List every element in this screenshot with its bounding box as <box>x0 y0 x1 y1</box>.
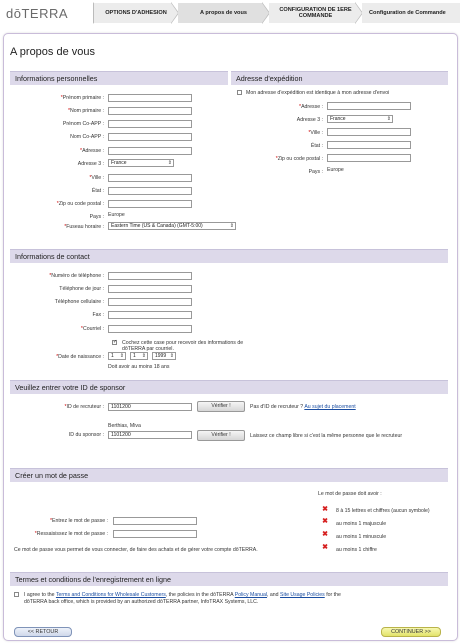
step-about-you[interactable]: A propos de vous <box>178 3 262 23</box>
required-mark: * <box>49 273 52 279</box>
required-mark: * <box>60 95 63 101</box>
fax-input[interactable] <box>108 311 192 319</box>
terms-text: , and <box>267 592 279 598</box>
newsletter-label: Cochez cette case pour recevoir des informations de dōTERRA par courriel. <box>122 340 244 353</box>
timezone-label: *Fuseau horaire : <box>64 224 104 230</box>
verify-sponsor-button[interactable]: Vérifier ! <box>197 430 245 441</box>
day-phone-input[interactable] <box>108 285 192 293</box>
progress-steps <box>94 3 460 23</box>
sponsor-id-label: ID du sponsor : <box>68 432 104 438</box>
rule-fail-icon: ✖ <box>322 544 328 551</box>
sponsor-name: Berthias, Miva <box>108 423 141 429</box>
recruiter-id-input[interactable]: 1101200 <box>108 403 192 411</box>
ship-city-label: *Ville : <box>308 130 323 136</box>
zip-input[interactable] <box>108 200 192 208</box>
required-mark: * <box>64 404 67 410</box>
timezone-select[interactable]: Eastern Time (US & Canada) (GMT-5:00) ⇕ <box>108 222 236 230</box>
required-mark: * <box>275 156 278 162</box>
required-mark: * <box>56 201 59 207</box>
same-address-label: Mon adresse d'expédition est identique à mon adresse d'envoi <box>246 90 390 96</box>
mobile-input[interactable] <box>108 298 192 306</box>
address3-label: Adresse 3 : <box>77 161 104 167</box>
first-name-input[interactable] <box>108 94 192 102</box>
terms-line2: dōTERRA back office, which is provided by an authorized dōTERRA partner, InfoTRAX Systems, LLC. <box>24 599 259 605</box>
terms-header: Termes et conditions de l'enregistrement en ligne <box>10 572 448 586</box>
co-last-name-label: Nom Co-APP : <box>70 134 104 140</box>
last-name-label: *Nom primaire : <box>67 108 104 114</box>
email-input[interactable] <box>108 325 192 333</box>
rule-fail-icon: ✖ <box>322 506 328 513</box>
city-input[interactable] <box>108 174 192 182</box>
terms-line1 <box>24 592 341 598</box>
required-mark: * <box>67 108 70 114</box>
terms-text: I agree to the <box>24 592 55 598</box>
step-membership-options[interactable]: OPTIONS D'ADHESION <box>94 3 171 23</box>
email-label: *Courriel : <box>80 326 104 332</box>
co-last-name-input[interactable] <box>108 133 192 141</box>
leave-blank-note: Laissez ce champ libre si c'est la même personne que le recruteur <box>250 433 403 439</box>
rule-fail-icon: ✖ <box>322 531 328 538</box>
required-mark: * <box>34 531 37 537</box>
dob-label: *Date de naissance : <box>56 354 104 360</box>
shipping-header: Adresse d'expédition <box>231 71 448 85</box>
required-mark: * <box>64 224 67 230</box>
password-rules-title: Le mot de passe doit avoir : <box>318 491 382 497</box>
step-arrow <box>262 3 269 23</box>
ship-zip-label: *Zip ou code postal : <box>275 156 323 162</box>
rule-uppercase: au moins 1 majuscule <box>336 521 387 527</box>
recruiter-id-label: *ID de recruteur : <box>64 404 104 410</box>
rule-digit: au moins 1 chiffre <box>336 547 377 553</box>
ship-zip-input[interactable] <box>327 154 411 162</box>
fax-label: Fax : <box>92 312 104 318</box>
verify-recruiter-button[interactable]: Vérifier ! <box>197 401 245 412</box>
zip-label: *Zip ou code postal : <box>56 201 104 207</box>
dob-day-select[interactable]: 1 ⇕ <box>130 352 148 360</box>
no-recruiter-text <box>250 404 356 410</box>
step-arrow <box>171 3 178 23</box>
dob-year-select[interactable]: 1999 ⇕ <box>152 352 176 360</box>
password-header: Créer un mot de passe <box>10 468 448 482</box>
required-mark: * <box>80 148 83 154</box>
state-input[interactable] <box>108 187 192 195</box>
password-input[interactable] <box>113 517 197 525</box>
ship-country-value: Europe <box>327 167 344 173</box>
address3-select[interactable]: France ⇕ <box>108 159 174 167</box>
terms-checkbox[interactable] <box>14 592 19 597</box>
ship-address-label: *Adresse : <box>299 104 323 110</box>
state-label: État : <box>91 188 104 194</box>
terms-text: , the policies in the dōTERRA <box>165 592 234 598</box>
age-note: Doit avoir au moins 18 ans <box>108 364 170 370</box>
city-label: *Ville : <box>89 175 104 181</box>
same-address-checkbox[interactable] <box>237 90 242 95</box>
policy-manual-link[interactable]: Policy Manual <box>234 592 268 598</box>
address-label: *Adresse : <box>80 148 104 154</box>
sponsor-id-input[interactable]: 1101200 <box>108 431 192 439</box>
wholesale-terms-link[interactable]: Terms and Conditions for Wholesale Customers <box>55 592 166 598</box>
required-mark: * <box>56 354 59 360</box>
rule-fail-icon: ✖ <box>322 518 328 525</box>
terms-text: for the <box>326 592 341 598</box>
password-note: Ce mot de passe vous permet de vous connecter, de faire des achats et de gérer votre compte dōTERRA. <box>14 547 258 553</box>
doterra-logo: dōTERRA <box>6 6 69 21</box>
co-first-name-input[interactable] <box>108 120 192 128</box>
step-first-order[interactable]: CONFIGURATION DE 1ERE COMMANDE <box>269 3 355 23</box>
last-name-input[interactable] <box>108 107 192 115</box>
top-header <box>0 0 460 27</box>
personal-info-header: Informations personnelles <box>10 71 228 85</box>
newsletter-checkbox[interactable] <box>112 340 117 345</box>
ship-city-input[interactable] <box>327 128 411 136</box>
ship-country-label: Pays : <box>308 169 323 175</box>
step-order-config[interactable]: Configuration de Commande <box>362 3 460 23</box>
mobile-label: Téléphone cellulaire : <box>54 299 104 305</box>
required-mark: * <box>308 130 311 136</box>
back-button[interactable]: << RETOUR <box>14 627 72 637</box>
first-name-label: *Prénom primaire : <box>60 95 104 101</box>
required-mark: * <box>50 518 53 524</box>
continue-button[interactable]: CONTINUER >> <box>381 627 441 637</box>
required-mark: * <box>89 175 92 181</box>
contact-header: Informations de contact <box>10 249 448 263</box>
required-mark: * <box>299 104 302 110</box>
password-confirm-input[interactable] <box>113 530 197 538</box>
no-recruiter-label: Pas d'ID de recruteur ? <box>250 404 304 410</box>
required-mark: * <box>80 326 83 332</box>
step-arrow <box>355 3 362 23</box>
ship-address3-select[interactable]: France ⇕ <box>327 115 393 123</box>
about-placement-link[interactable]: Au sujet du placement <box>304 404 356 410</box>
address-input[interactable] <box>108 147 192 155</box>
ship-address3-label: Adresse 3 : <box>296 117 323 123</box>
site-usage-link[interactable]: Site Usage Policies <box>280 592 325 598</box>
co-first-name-label: Prénom Co-APP : <box>62 121 104 127</box>
day-phone-label: Téléphone de jour : <box>59 286 104 292</box>
ship-address-input[interactable] <box>327 102 411 110</box>
rule-length: 8 à 15 lettres et chiffres (aucun symbole) <box>336 508 430 514</box>
country-value: Europe <box>108 212 125 218</box>
password-label: *Entrez le mot de passe : <box>50 518 108 524</box>
sponsor-header: Veuillez entrer votre ID de sponsor <box>10 380 448 394</box>
dob-month-select[interactable]: 1 ⇕ <box>108 352 126 360</box>
ship-state-label: État : <box>310 143 323 149</box>
phone-label: *Numéro de téléphone : <box>49 273 104 279</box>
rule-lowercase: au moins 1 minuscule <box>336 534 387 540</box>
phone-input[interactable] <box>108 272 192 280</box>
password-confirm-label: *Ressaisissez le mot de passe : <box>34 531 108 537</box>
country-label: Pays : <box>89 214 104 220</box>
page-title: A propos de vous <box>10 46 96 58</box>
ship-state-input[interactable] <box>327 141 411 149</box>
